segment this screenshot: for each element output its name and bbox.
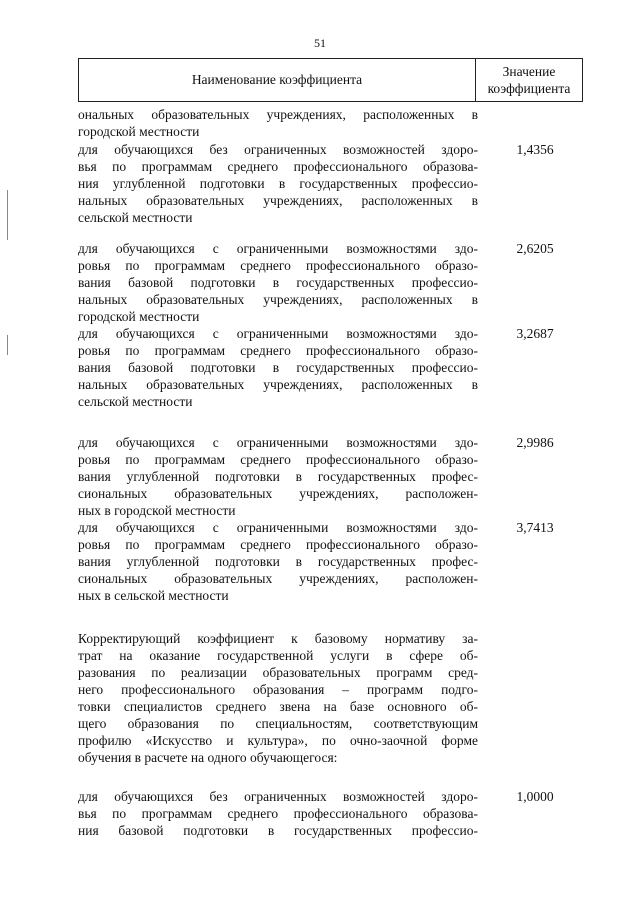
text-line: вья по программам среднего профессионального образова- (78, 159, 478, 174)
coefficient-value: 1,0000 (516, 789, 554, 804)
text-line: него профессионального образования – программ подго- (78, 682, 478, 697)
text-line: сельской местности (78, 394, 193, 409)
text-line: вания базовой подготовки в государственных профессио- (78, 360, 478, 375)
coefficient-value: 2,9986 (516, 435, 554, 450)
text-line: городской местности (78, 124, 200, 139)
coefficient-value: 3,7413 (516, 520, 554, 535)
text-line: вья по программам среднего профессионального образова- (78, 806, 478, 821)
text-line: для обучающихся с ограниченными возможностями здо- (78, 520, 478, 535)
text-line: ных в сельской местности (78, 588, 229, 603)
text-line: вания углубленной подготовки в государственных профес- (78, 554, 478, 569)
coefficient-value-header-line1: Значение (502, 64, 556, 79)
text-line: профилю «Искусство и культура», по очно-заочной форме (78, 733, 478, 748)
coefficient-value-header (476, 59, 582, 101)
page-number: 51 (314, 36, 326, 50)
coefficient-value: 3,2687 (516, 326, 554, 341)
text-line: вания углубленной подготовки в государственных профес- (78, 469, 478, 484)
text-line: для обучающихся с ограниченными возможностями здо- (78, 326, 478, 341)
text-line: сельской местности (78, 210, 193, 225)
scan-margin-mark (7, 335, 8, 355)
text-line: обучения в расчете на одного обучающегося: (78, 750, 338, 765)
text-line: ровья по программам среднего профессионального образо- (78, 537, 478, 552)
text-line: ния базовой подготовки в государственных профессио- (78, 823, 478, 838)
text-line: ровья по программам среднего профессионального образо- (78, 258, 478, 273)
text-line: для обучающихся без ограниченных возможностей здоро- (78, 789, 478, 804)
text-line: трат на оказание государственной услуги в сфере об- (78, 648, 478, 663)
text-line: сиональных образовательных учреждениях, расположен- (78, 486, 478, 501)
text-line: Корректирующий коэффициент к базовому нормативу за- (78, 631, 478, 646)
coefficient-value-header-line2: коэффициента (487, 81, 571, 96)
text-line: щего образования по специальностям, соответствующим (78, 716, 478, 731)
text-line: для обучающихся с ограниченными возможностями здо- (78, 435, 478, 450)
table-header (78, 58, 583, 102)
text-line: разования по реализации образовательных программ сред- (78, 665, 478, 680)
text-line: ровья по программам среднего профессионального образо- (78, 343, 478, 358)
text-line: сиональных образовательных учреждениях, расположен- (78, 571, 478, 586)
scan-margin-mark (7, 190, 8, 240)
text-line: городской местности (78, 309, 200, 324)
text-line: ональных образовательных учреждениях, расположенных в (78, 107, 478, 122)
coefficient-name-header: Наименование коэффициента (79, 59, 476, 101)
coefficient-value: 2,6205 (516, 241, 554, 256)
text-line: нальных образовательных учреждениях, расположенных в (78, 292, 478, 307)
text-line: для обучающихся без ограниченных возможностей здоро- (78, 142, 478, 157)
text-line: для обучающихся с ограниченными возможностями здо- (78, 241, 478, 256)
coefficient-value: 1,4356 (516, 142, 554, 157)
text-line: нальных образовательных учреждениях, расположенных в (78, 377, 478, 392)
text-line: ных в городской местности (78, 503, 236, 518)
text-line: товки специалистов среднего звена на базе основного об- (78, 699, 478, 714)
text-line: нальных образовательных учреждениях, расположенных в (78, 193, 478, 208)
text-line: ровья по программам среднего профессионального образо- (78, 452, 478, 467)
text-line: вания базовой подготовки в государственных профессио- (78, 275, 478, 290)
text-line: ния углубленной подготовки в государственных профессио- (78, 176, 478, 191)
